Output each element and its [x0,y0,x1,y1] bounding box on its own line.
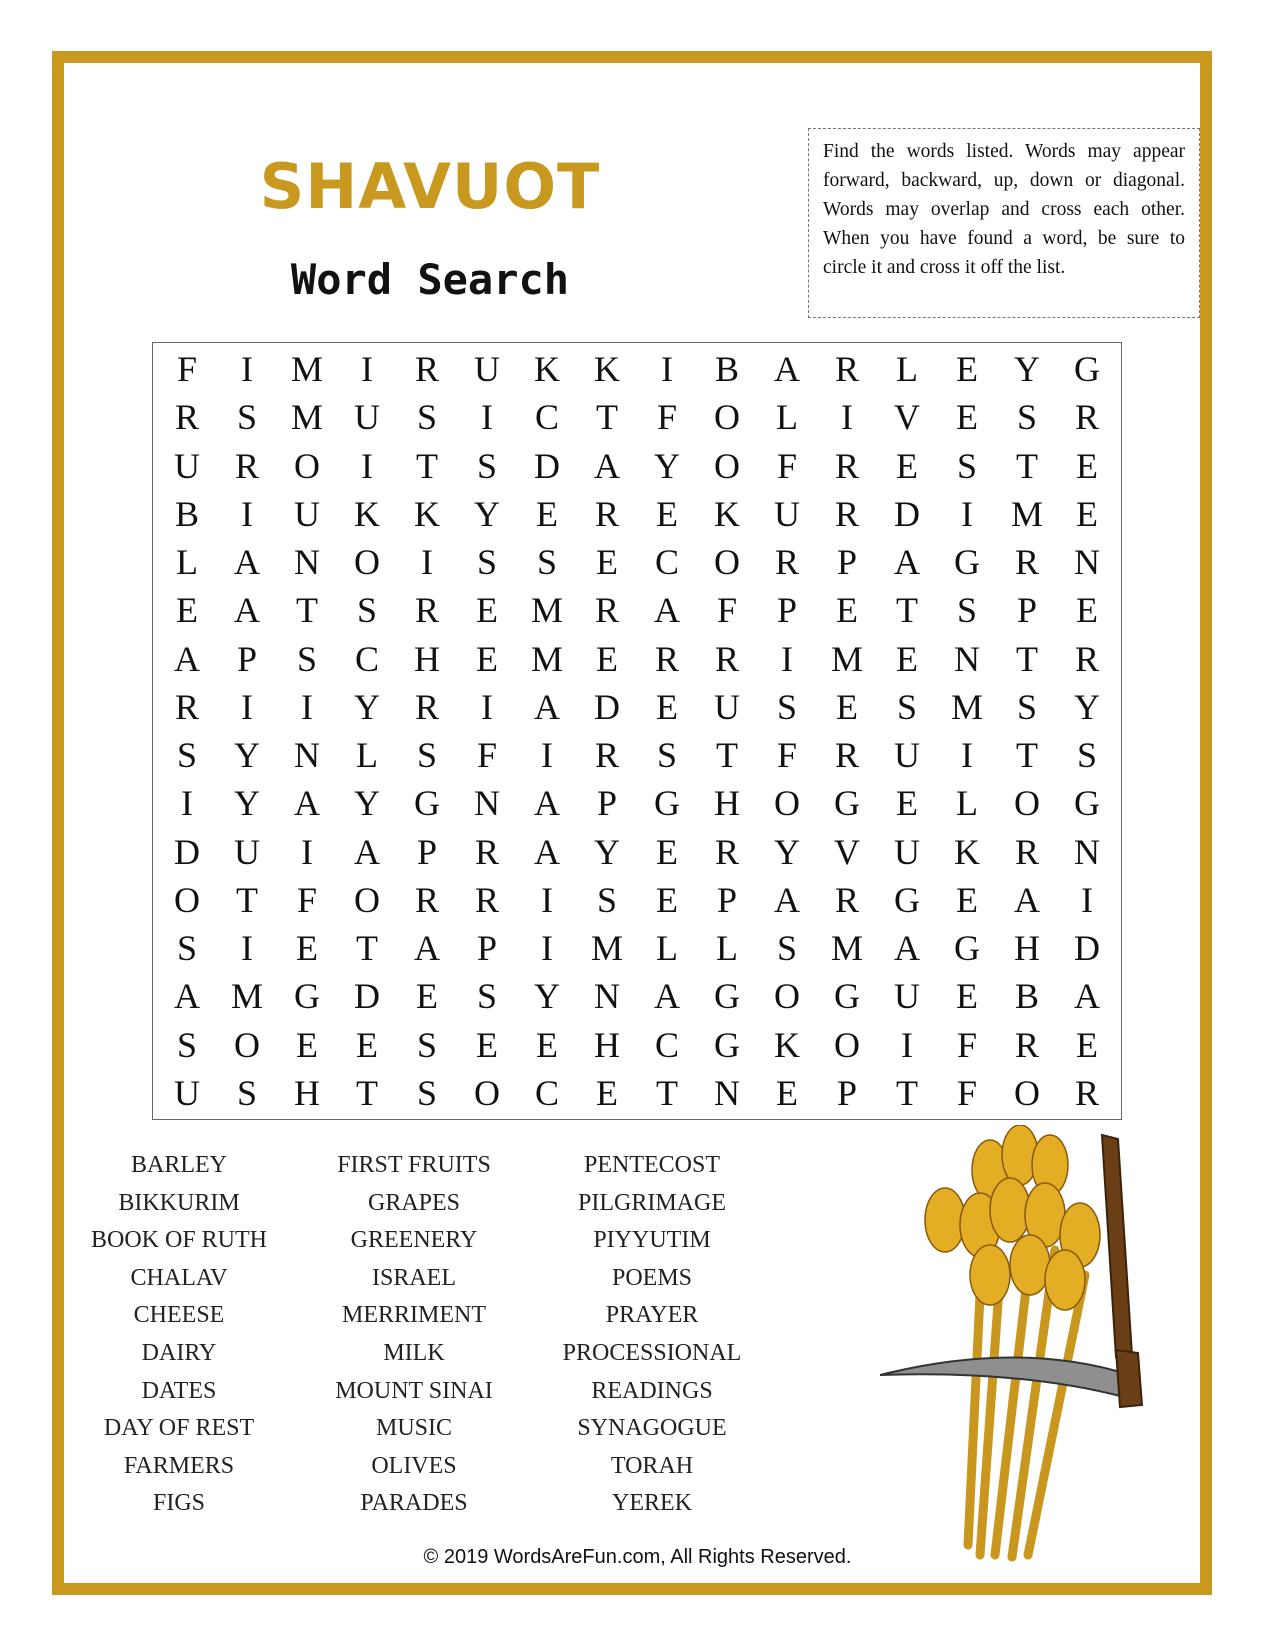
grid-letter[interactable]: E [956,397,978,438]
grid-letter[interactable]: S [416,735,438,776]
word-list-item: CHEESE [133,1302,225,1329]
grid-letter[interactable]: I [541,735,553,776]
grid-letter[interactable]: E [176,590,198,631]
grid-letter[interactable]: E [896,445,918,486]
grid-letter[interactable]: A [654,590,680,631]
grid-letter[interactable]: E [596,1072,618,1113]
grid-letter[interactable]: U [174,445,200,486]
grid-letter[interactable]: P [476,928,498,969]
grid-letter[interactable]: G [654,783,680,824]
grid-letter[interactable]: P [836,542,858,583]
word-list-item: ISRAEL [372,1264,456,1291]
grid-letter[interactable]: R [1014,831,1039,872]
grid-letter[interactable]: T [656,1072,678,1113]
grid-letter[interactable]: F [956,1072,978,1113]
grid-letter[interactable]: N [474,783,500,824]
grid-letter[interactable]: F [956,1024,978,1065]
grid-letter[interactable]: T [896,590,918,631]
grid-letter[interactable]: S [416,1024,438,1065]
grid-letter[interactable]: N [714,1072,740,1113]
grid-letter[interactable]: G [414,783,440,824]
grid-letter[interactable]: A [234,542,260,583]
grid-letter[interactable]: U [294,493,320,534]
grid-letter[interactable]: I [241,928,253,969]
word-list-item: MOUNT SINAI [335,1377,493,1404]
grid-letter[interactable]: E [656,879,678,920]
grid-letter[interactable]: S [596,879,618,920]
grid-letter[interactable]: A [1014,879,1040,920]
grid-letter[interactable]: Y [534,976,560,1017]
grid-letter[interactable]: T [596,397,618,438]
grid-letter[interactable]: I [541,879,553,920]
grid-letter[interactable]: D [1074,928,1100,969]
grid-letter[interactable]: I [361,445,373,486]
grid-letter[interactable]: A [234,590,260,631]
grid-letter[interactable]: C [354,638,379,679]
grid-letter[interactable]: L [716,928,738,969]
word-list-item: FIGS [152,1490,206,1517]
grid-letter[interactable]: U [354,397,380,438]
grid-letter[interactable]: T [356,928,378,969]
grid-letter[interactable]: E [956,349,978,390]
grid-letter[interactable]: O [774,976,800,1017]
grid-letter[interactable]: O [834,1024,860,1065]
grid-letter[interactable]: F [476,735,498,776]
grid-letter[interactable]: M [530,590,563,631]
word-list-item: PRAYER [605,1302,699,1329]
grid-letter[interactable]: I [481,397,493,438]
grid-letter[interactable]: E [656,831,678,872]
grid-letter[interactable]: H [594,1024,620,1065]
grid-letter[interactable]: T [896,1072,918,1113]
grid-letter[interactable]: S [176,1024,198,1065]
grid-letter[interactable]: T [296,590,318,631]
grid-letter[interactable]: S [896,686,918,727]
grid-letter[interactable]: Y [1074,686,1100,727]
grid-letter[interactable]: I [181,783,193,824]
grid-letter[interactable]: Y [234,783,260,824]
grid-letter[interactable]: B [1014,976,1039,1017]
grid-letter[interactable]: A [534,686,560,727]
grid-letter[interactable]: O [714,397,740,438]
grid-letter[interactable]: G [294,976,320,1017]
grid-letter[interactable]: R [474,879,499,920]
grid-letter[interactable]: S [956,590,978,631]
grid-letter[interactable]: K [594,349,620,390]
grid-letter[interactable]: B [714,349,739,390]
grid-letter[interactable]: E [656,686,678,727]
grid-letter[interactable]: O [474,1072,500,1113]
grid-letter[interactable]: K [414,493,440,534]
grid-letter[interactable]: E [776,1072,798,1113]
word-list-column-1 [54,1147,304,1523]
grid-letter[interactable]: N [954,638,980,679]
grid-letter[interactable]: P [1016,590,1038,631]
grid-letter[interactable]: C [654,1024,679,1065]
grid-letter[interactable]: O [714,445,740,486]
grid-letter[interactable]: T [1016,638,1038,679]
grid-letter[interactable]: E [956,976,978,1017]
word-list-item: PARADES [360,1490,468,1517]
grid-letter[interactable]: L [776,397,798,438]
grid-letter[interactable]: G [894,879,920,920]
grid-letter[interactable]: F [296,879,318,920]
grid-letter[interactable]: R [834,879,859,920]
grid-letter[interactable]: O [174,879,200,920]
letter-grid [152,342,1122,1120]
grid-letter[interactable]: I [961,735,973,776]
grid-letter[interactable]: S [1016,397,1038,438]
word-list-item: YEREK [612,1490,692,1517]
word-list-item: BIKKURIM [118,1189,240,1216]
grid-letter[interactable]: C [534,397,559,438]
grid-letter[interactable]: E [1076,1024,1098,1065]
grid-letter[interactable]: E [476,590,498,631]
grid-letter[interactable]: L [956,783,978,824]
grid-letter[interactable]: E [836,590,858,631]
grid-letter[interactable]: P [236,638,258,679]
grid-letter[interactable]: G [834,783,860,824]
grid-letter[interactable]: F [656,397,678,438]
grid-letter[interactable]: A [354,831,380,872]
grid-letter[interactable]: E [656,493,678,534]
grid-letter[interactable]: H [294,1072,320,1113]
grid-letter[interactable]: U [714,686,740,727]
grid-letter[interactable]: S [536,542,558,583]
grid-letter[interactable]: M [290,397,323,438]
grid-letter[interactable]: A [174,638,200,679]
grid-letter[interactable]: P [716,879,738,920]
grid-letter[interactable]: Y [594,831,620,872]
grid-letter[interactable]: S [236,397,258,438]
grid-letter[interactable]: S [656,735,678,776]
grid-letter[interactable]: K [954,831,980,872]
grid-letter[interactable]: O [294,445,320,486]
grid-letter[interactable]: R [834,445,859,486]
grid-letter[interactable]: S [476,445,498,486]
grid-letter[interactable]: U [474,349,500,390]
wheat-and-sickle-icon [880,1125,1180,1565]
grid-letter[interactable]: M [830,928,863,969]
word-list-item: FARMERS [123,1452,235,1479]
grid-letter[interactable]: S [416,1072,438,1113]
grid-letter[interactable]: A [894,542,920,583]
grid-letter[interactable]: O [714,542,740,583]
word-list-item: READINGS [591,1377,713,1404]
grid-letter[interactable]: T [356,1072,378,1113]
grid-letter[interactable]: T [716,735,738,776]
grid-letter[interactable]: Y [774,831,800,872]
grid-letter[interactable]: O [774,783,800,824]
grid-letter[interactable]: G [714,976,740,1017]
grid-letter[interactable]: U [894,735,920,776]
grid-letter[interactable]: I [841,397,853,438]
grid-letter[interactable]: T [1016,735,1038,776]
grid-letter[interactable]: I [241,349,253,390]
grid-letter[interactable]: E [896,783,918,824]
word-list-item: DAIRY [141,1339,217,1366]
grid-letter[interactable]: E [476,638,498,679]
grid-letter[interactable]: E [1076,493,1098,534]
grid-letter[interactable]: A [414,928,440,969]
grid-letter[interactable]: E [956,879,978,920]
grid-letter[interactable]: I [661,349,673,390]
grid-letter[interactable]: R [174,686,199,727]
grid-letter[interactable]: F [716,590,738,631]
grid-letter[interactable]: E [1076,445,1098,486]
grid-letter[interactable]: R [594,493,619,534]
grid-letter[interactable]: M [230,976,263,1017]
word-list-item: MERRIMENT [342,1302,486,1329]
grid-letter[interactable]: E [1076,590,1098,631]
grid-letter[interactable]: R [1074,1072,1099,1113]
grid-letter[interactable]: A [174,976,200,1017]
grid-letter[interactable]: A [1074,976,1100,1017]
grid-letter[interactable]: N [294,542,320,583]
grid-letter[interactable]: E [296,1024,318,1065]
grid-letter[interactable]: L [356,735,378,776]
grid-letter[interactable]: S [956,445,978,486]
page-title: SHAVUOT [259,150,601,223]
grid-letter[interactable]: V [834,831,860,872]
grid-letter[interactable]: T [416,445,438,486]
grid-letter[interactable]: I [781,638,793,679]
grid-letter[interactable]: G [954,928,980,969]
grid-letter[interactable]: V [894,397,920,438]
grid-letter[interactable]: I [1081,879,1093,920]
grid-letter[interactable]: A [894,928,920,969]
grid-letter[interactable]: T [1016,445,1038,486]
grid-letter[interactable]: C [654,542,679,583]
grid-letter[interactable]: R [414,879,439,920]
grid-letter[interactable]: I [901,1024,913,1065]
word-list-item: TORAH [610,1452,694,1479]
grid-letter[interactable]: E [536,493,558,534]
grid-letter[interactable]: O [354,542,380,583]
grid-letter[interactable]: A [534,783,560,824]
grid-letter[interactable]: N [594,976,620,1017]
grid-letter[interactable]: R [1074,638,1099,679]
grid-letter[interactable]: E [296,928,318,969]
grid-letter[interactable]: S [776,686,798,727]
grid-letter[interactable]: R [1014,542,1039,583]
grid-letter[interactable]: Y [654,445,680,486]
grid-letter[interactable]: L [176,542,198,583]
grid-letter[interactable]: M [290,349,323,390]
grid-letter[interactable]: A [534,831,560,872]
grid-letter[interactable]: A [774,879,800,920]
grid-letter[interactable]: R [594,735,619,776]
grid-letter[interactable]: A [774,349,800,390]
grid-letter[interactable]: R [1014,1024,1039,1065]
grid-letter[interactable]: R [714,638,739,679]
grid-letter[interactable]: O [1014,783,1040,824]
grid-letter[interactable]: S [296,638,318,679]
grid-letter[interactable]: S [476,542,498,583]
grid-letter[interactable]: U [894,976,920,1017]
word-list-item: FIRST FRUITS [337,1152,491,1178]
grid-letter[interactable]: D [594,686,620,727]
grid-letter[interactable]: F [776,445,798,486]
word-list-item: BARLEY [131,1152,227,1178]
grid-letter[interactable]: E [596,638,618,679]
grid-letter[interactable]: S [176,735,198,776]
grid-letter[interactable]: S [776,928,798,969]
grid-letter[interactable]: Y [1014,349,1040,390]
page-subtitle: Word Search [290,255,570,304]
grid-letter[interactable]: F [176,349,198,390]
grid-letter[interactable]: R [774,542,799,583]
grid-letter[interactable]: O [234,1024,260,1065]
grid-letter[interactable]: Y [234,735,260,776]
grid-letter[interactable]: I [481,686,493,727]
grid-letter[interactable]: D [534,445,560,486]
grid-letter[interactable]: R [234,445,259,486]
grid-letter[interactable]: S [356,590,378,631]
grid-letter[interactable]: P [416,831,438,872]
word-list-item: DAY OF REST [103,1415,255,1442]
word-list-item: PENTECOST [583,1152,720,1178]
word-list-item: PROCESSIONAL [562,1339,742,1366]
grid-letter[interactable]: M [590,928,623,969]
grid-letter[interactable]: P [776,590,798,631]
grid-letter[interactable]: E [476,1024,498,1065]
grid-letter[interactable]: I [301,686,313,727]
grid-letter[interactable]: U [774,493,800,534]
grid-letter[interactable]: G [954,542,980,583]
word-list-item: MUSIC [375,1415,453,1442]
instructions-box: Find the words listed. Words may appear forward, backward, up, down or diagonal. Words may overlap and cross each other. When you have found a word, be sure to circle it and cross it off the list. [808,128,1200,318]
grid-letter[interactable]: R [594,590,619,631]
grid-letter[interactable]: U [894,831,920,872]
grid-letter[interactable]: M [830,638,863,679]
grid-letter[interactable]: O [354,879,380,920]
grid-letter[interactable]: D [354,976,380,1017]
grid-letter[interactable]: K [774,1024,800,1065]
grid-letter[interactable]: S [236,1072,258,1113]
grid-letter[interactable]: R [834,735,859,776]
grid-letter[interactable]: G [714,1024,740,1065]
grid-letter[interactable]: R [414,686,439,727]
grid-letter[interactable]: R [414,349,439,390]
grid-letter[interactable]: P [596,783,618,824]
grid-letter[interactable]: P [836,1072,858,1113]
copyright-footer: © 2019 WordsAreFun.com, All Rights Reserved. [423,1546,852,1568]
grid-letter[interactable]: R [1074,397,1099,438]
grid-letter[interactable]: S [176,928,198,969]
grid-letter[interactable]: N [1074,831,1100,872]
word-list-column-2 [289,1147,539,1523]
word-list-column-3 [527,1147,777,1523]
grid-letter[interactable]: H [1014,928,1040,969]
word-list-item: POEMS [611,1264,693,1291]
grid-letter[interactable]: E [416,976,438,1017]
word-list-item: SYNAGOGUE [577,1415,727,1442]
grid-letter[interactable]: F [776,735,798,776]
grid-letter[interactable]: E [536,1024,558,1065]
grid-letter[interactable]: E [896,638,918,679]
grid-letter[interactable]: I [421,542,433,583]
grid-letter[interactable]: M [950,686,983,727]
grid-letter[interactable]: M [1010,493,1043,534]
grid-letter[interactable]: L [896,349,918,390]
word-list-item: CHALAV [130,1264,228,1291]
grid-letter[interactable]: G [834,976,860,1017]
grid-letter[interactable]: N [294,735,320,776]
grid-letter[interactable]: B [174,493,199,534]
word-list-item: GREENERY [350,1227,478,1254]
grid-letter[interactable]: E [836,686,858,727]
grid-letter[interactable]: R [414,590,439,631]
grid-letter[interactable]: R [174,397,199,438]
grid-letter[interactable]: R [714,831,739,872]
grid-letter[interactable]: R [834,493,859,534]
grid-letter[interactable]: S [1076,735,1098,776]
word-list-item: DATES [141,1377,217,1404]
grid-letter[interactable]: E [356,1024,378,1065]
grid-letter[interactable]: U [234,831,260,872]
grid-letter[interactable]: G [1074,783,1100,824]
word-list-item: PIYYUTIM [593,1227,711,1254]
grid-letter[interactable]: K [714,493,740,534]
grid-letter[interactable]: R [474,831,499,872]
grid-letter[interactable]: I [961,493,973,534]
word-list-item: OLIVES [371,1452,457,1479]
word-list-item: MILK [383,1339,445,1366]
grid-letter[interactable]: G [1074,349,1100,390]
grid-letter[interactable]: K [354,493,380,534]
grid-letter[interactable]: R [654,638,679,679]
grid-letter[interactable]: R [834,349,859,390]
grid-letter[interactable]: I [241,686,253,727]
grid-letter[interactable]: S [476,976,498,1017]
grid-letter[interactable]: H [714,783,740,824]
grid-letter[interactable]: Y [354,783,380,824]
grid-letter[interactable]: L [656,928,678,969]
grid-letter[interactable]: A [294,783,320,824]
grid-letter[interactable]: H [414,638,440,679]
grid-letter[interactable]: K [534,349,560,390]
grid-letter[interactable]: N [1074,542,1100,583]
word-list-item: BOOK OF RUTH [90,1227,267,1254]
grid-letter[interactable]: A [654,976,680,1017]
grid-letter[interactable]: D [894,493,920,534]
grid-letter[interactable]: I [241,493,253,534]
grid-letter[interactable]: E [596,542,618,583]
word-list-item: GRAPES [367,1189,461,1216]
grid-letter[interactable]: S [1016,686,1038,727]
grid-letter[interactable]: Y [354,686,380,727]
grid-letter[interactable]: I [301,831,313,872]
grid-letter[interactable]: M [530,638,563,679]
grid-letter[interactable]: I [541,928,553,969]
grid-letter[interactable]: A [594,445,620,486]
grid-letter[interactable]: C [534,1072,559,1113]
grid-letter[interactable]: O [1014,1072,1040,1113]
grid-letter[interactable]: T [236,879,258,920]
grid-letter[interactable]: I [361,349,373,390]
grid-letter[interactable]: U [174,1072,200,1113]
word-list-item: PILGRIMAGE [578,1189,726,1216]
grid-letter[interactable]: Y [474,493,500,534]
grid-letter[interactable]: D [174,831,200,872]
grid-letter[interactable]: S [416,397,438,438]
